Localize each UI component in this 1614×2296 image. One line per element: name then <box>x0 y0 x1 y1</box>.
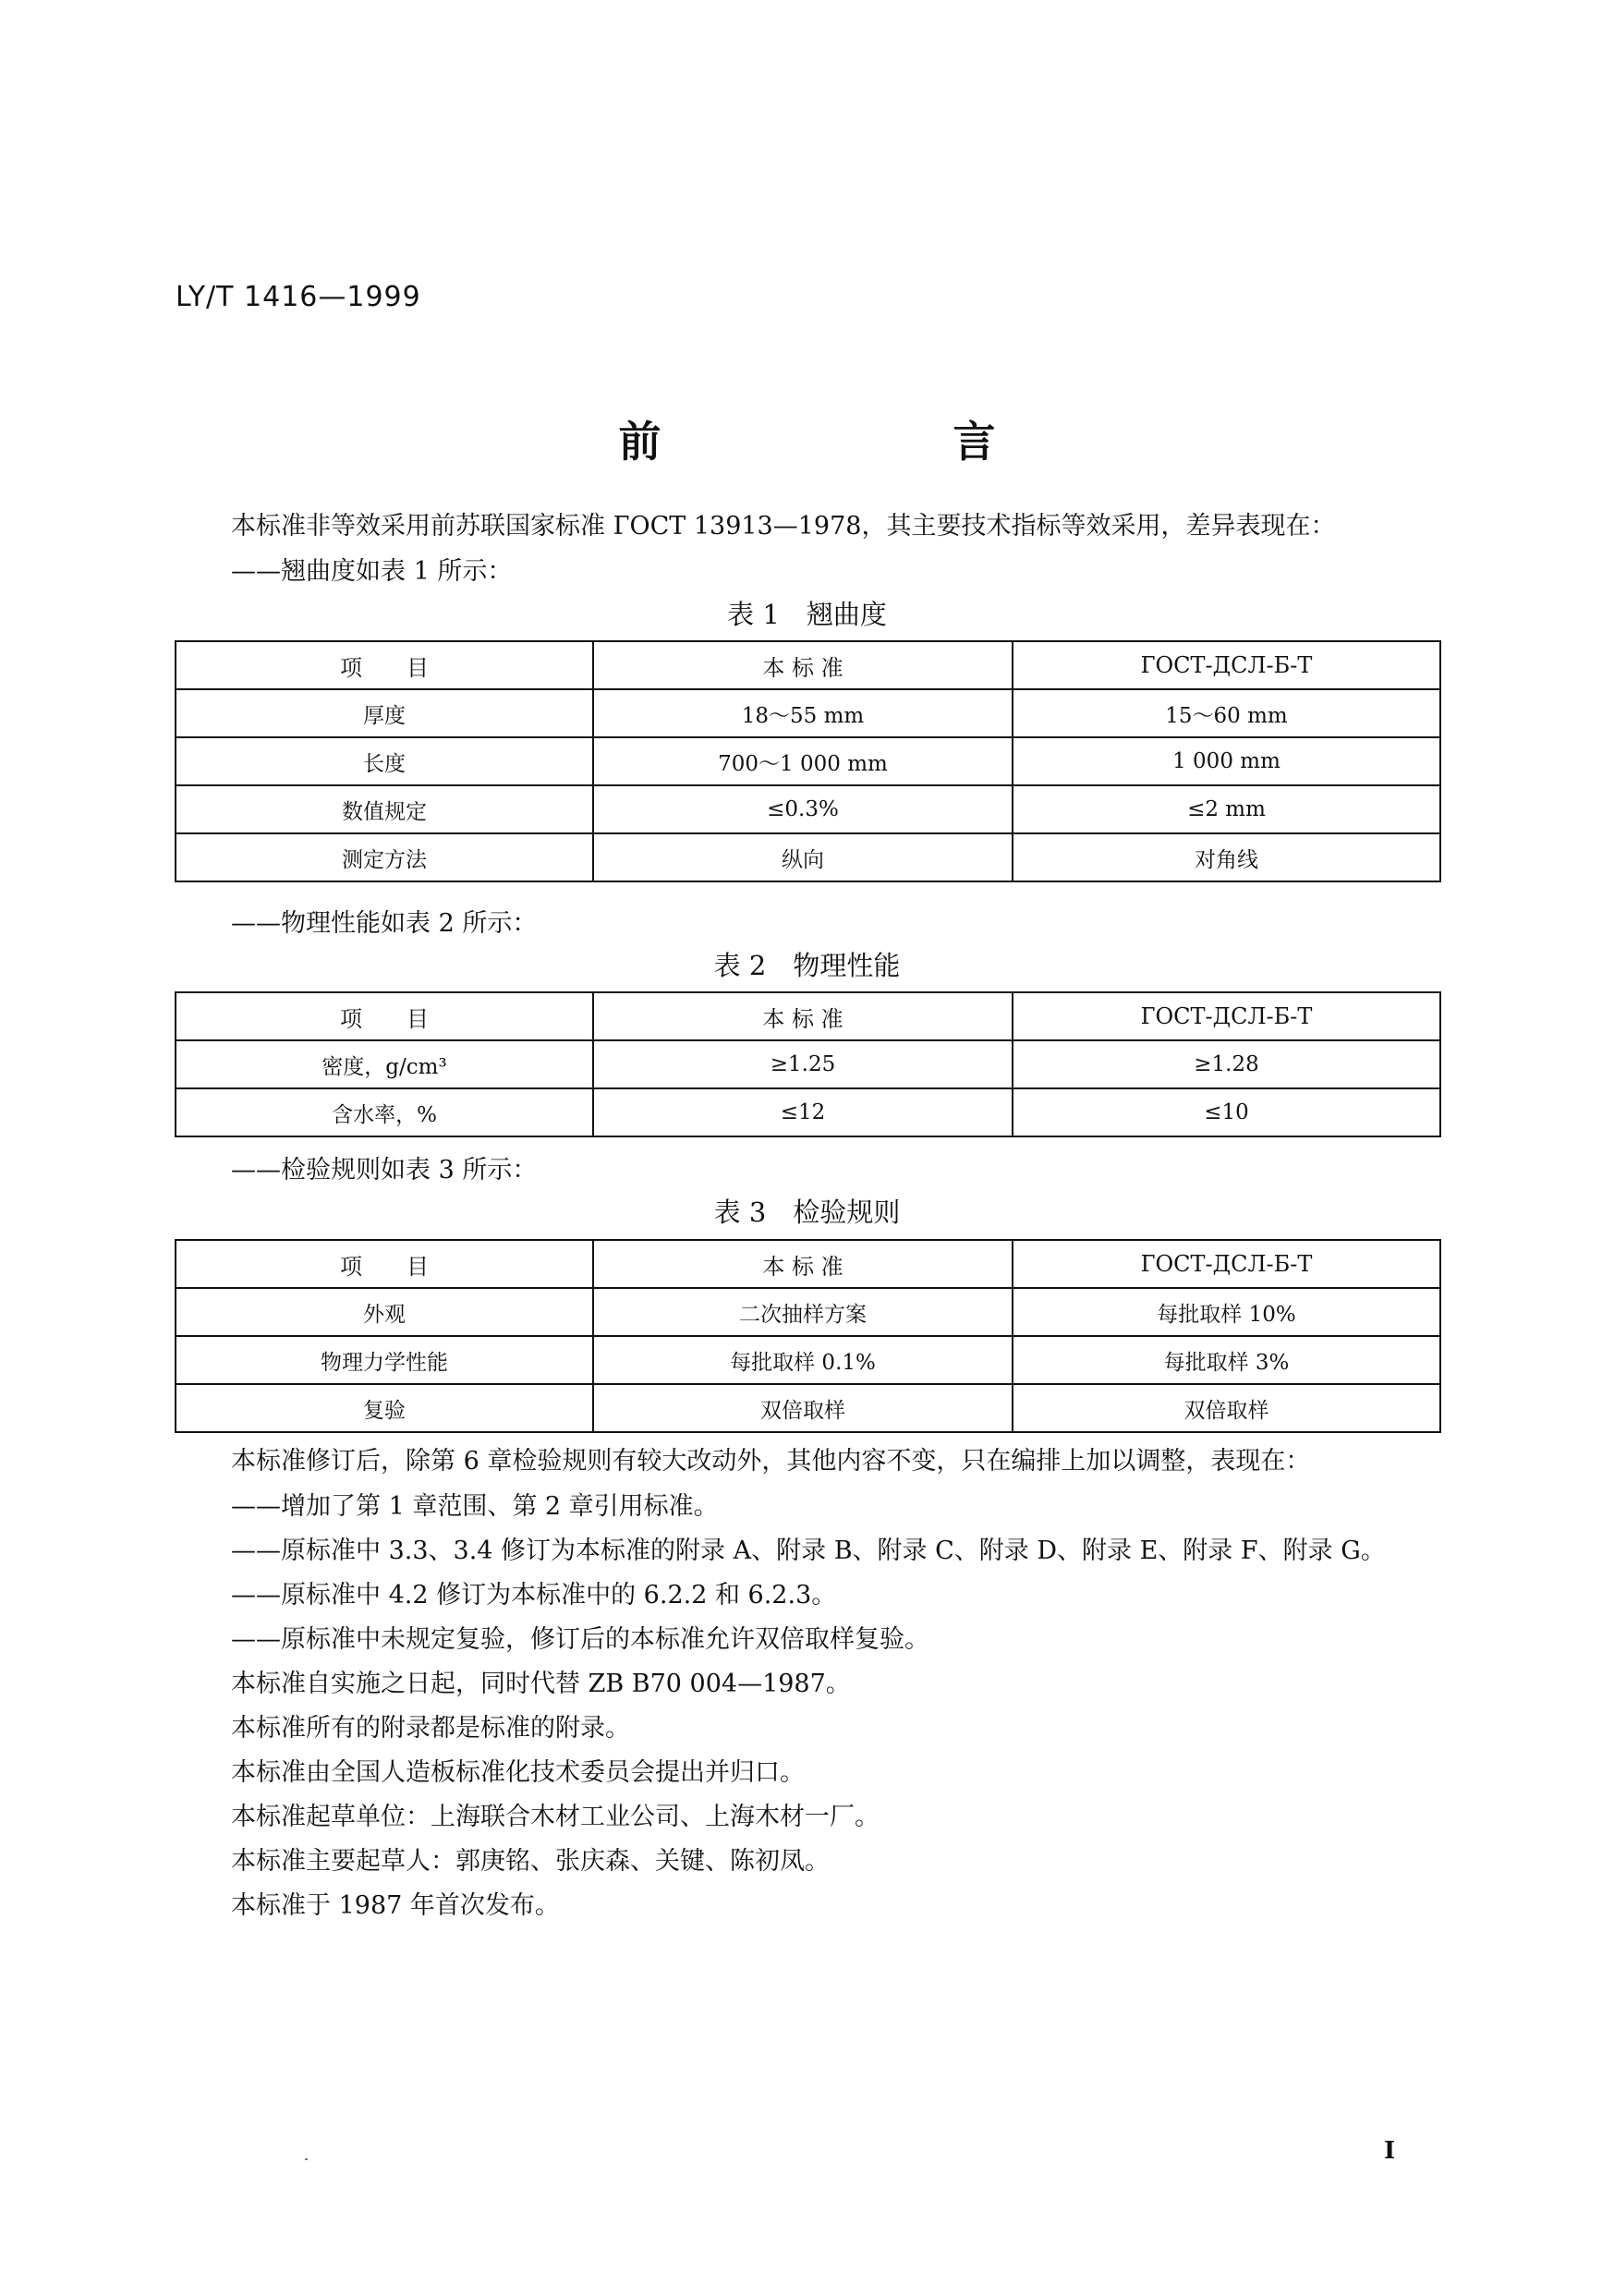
revision-intro: 本标准修订后，除第 6 章检验规则有较大改动外，其他内容不变，只在编排上加以调整，表现在： <box>231 1447 1311 1476</box>
header-item: 项 目 <box>176 641 593 689</box>
table-row <box>176 689 1440 737</box>
table-row <box>176 1088 1440 1136</box>
intro-paragraph: 本标准非等效采用前苏联国家标准 ГОСТ 13913—1978，其主要技术指标等效采用，差异表现在： <box>231 512 1336 541</box>
revision-item: ——原标准中 3.3、3.4 修订为本标准的附录 A、附录 B、附录 C、附录 D、附录 E、附录 F、附录 G。 <box>231 1537 1386 1565</box>
table-cell: ≤0.3% <box>593 785 1013 833</box>
table-row <box>176 1384 1440 1432</box>
closing-line: 本标准所有的附录都是标准的附录。 <box>231 1714 630 1743</box>
table-cell: 700～1 000 mm <box>593 737 1013 785</box>
table3-caption: 表 3 检验规则 <box>713 1197 901 1228</box>
table-cell: 数值规定 <box>176 785 593 833</box>
revision-item: ——原标准中 4.2 修订为本标准中的 6.2.2 和 6.2.3。 <box>231 1581 837 1610</box>
table-header-row <box>176 992 1440 1040</box>
table-cell: 复验 <box>176 1384 593 1432</box>
header-this-standard: 本 标 准 <box>593 641 1013 689</box>
scan-speck <box>305 2158 308 2160</box>
header-gost: ГОСТ-ДСЛ-Б-Т <box>1013 1240 1440 1288</box>
table-cell: 厚度 <box>176 689 593 737</box>
table-row <box>176 785 1440 833</box>
table-cell: ≥1.28 <box>1013 1040 1440 1088</box>
table-cell: 双倍取样 <box>1013 1384 1440 1432</box>
table-cell: 外观 <box>176 1288 593 1336</box>
table-cell: 18～55 mm <box>593 689 1013 737</box>
table-row <box>176 1040 1440 1088</box>
table-row <box>176 833 1440 881</box>
warpage-table <box>175 640 1441 882</box>
table-cell: ≤2 mm <box>1013 785 1440 833</box>
table-cell: 长度 <box>176 737 593 785</box>
table-cell: 每批取样 0.1% <box>593 1336 1013 1384</box>
table-cell: ≥1.25 <box>593 1040 1013 1088</box>
table2-caption: 表 2 物理性能 <box>713 950 901 981</box>
table-header-row <box>176 1240 1440 1288</box>
closing-line: 本标准于 1987 年首次发布。 <box>231 1891 560 1920</box>
table-cell: 物理力学性能 <box>176 1336 593 1384</box>
table2-lead: ——物理性能如表 2 所示： <box>231 909 538 938</box>
table-cell: 二次抽样方案 <box>593 1288 1013 1336</box>
physical-properties-table <box>175 991 1441 1137</box>
closing-line: 本标准由全国人造板标准化技术委员会提出并归口。 <box>231 1758 805 1787</box>
table-cell: ≤10 <box>1013 1088 1440 1136</box>
table-cell: 对角线 <box>1013 833 1440 881</box>
table-cell: ≤12 <box>593 1088 1013 1136</box>
table-cell: 双倍取样 <box>593 1384 1013 1432</box>
table-cell: 密度，g/cm³ <box>176 1040 593 1088</box>
table-cell: 测定方法 <box>176 833 593 881</box>
inspection-rules-table <box>175 1239 1441 1433</box>
table1-caption: 表 1 翘曲度 <box>727 599 887 630</box>
table-header-row <box>176 641 1440 689</box>
table-cell: 纵向 <box>593 833 1013 881</box>
header-this-standard: 本 标 准 <box>593 992 1013 1040</box>
revision-item: ——原标准中未规定复验，修订后的本标准允许双倍取样复验。 <box>231 1625 929 1654</box>
page-number: Ⅰ <box>1384 2137 1396 2165</box>
closing-line: 本标准自实施之日起，同时代替 ZB B70 004—1987。 <box>231 1670 851 1698</box>
table-cell: 含水率，% <box>176 1088 593 1136</box>
header-gost: ГОСТ-ДСЛ-Б-Т <box>1013 992 1440 1040</box>
header-item: 项 目 <box>176 992 593 1040</box>
table-row <box>176 1288 1440 1336</box>
closing-line: 本标准主要起草人：郭庚铭、张庆森、关键、陈初凤。 <box>231 1847 830 1876</box>
closing-line: 本标准起草单位：上海联合木材工业公司、上海木材一厂。 <box>231 1803 880 1831</box>
header-item: 项 目 <box>176 1240 593 1288</box>
table3-lead: ——检验规则如表 3 所示： <box>231 1156 538 1184</box>
table-row <box>176 1336 1440 1384</box>
table-cell: 15～60 mm <box>1013 689 1440 737</box>
header-this-standard: 本 标 准 <box>593 1240 1013 1288</box>
table1-lead: ——翘曲度如表 1 所示： <box>231 557 513 586</box>
table-row <box>176 737 1440 785</box>
table-cell: 每批取样 3% <box>1013 1336 1440 1384</box>
page-title: 前 言 <box>618 417 1135 467</box>
table-cell: 每批取样 10% <box>1013 1288 1440 1336</box>
header-gost: ГОСТ-ДСЛ-Б-Т <box>1013 641 1440 689</box>
standard-code: LY/T 1416—1999 <box>176 281 421 313</box>
revision-item: ——增加了第 1 章范围、第 2 章引用标准。 <box>231 1492 719 1521</box>
table-cell: 1 000 mm <box>1013 737 1440 785</box>
